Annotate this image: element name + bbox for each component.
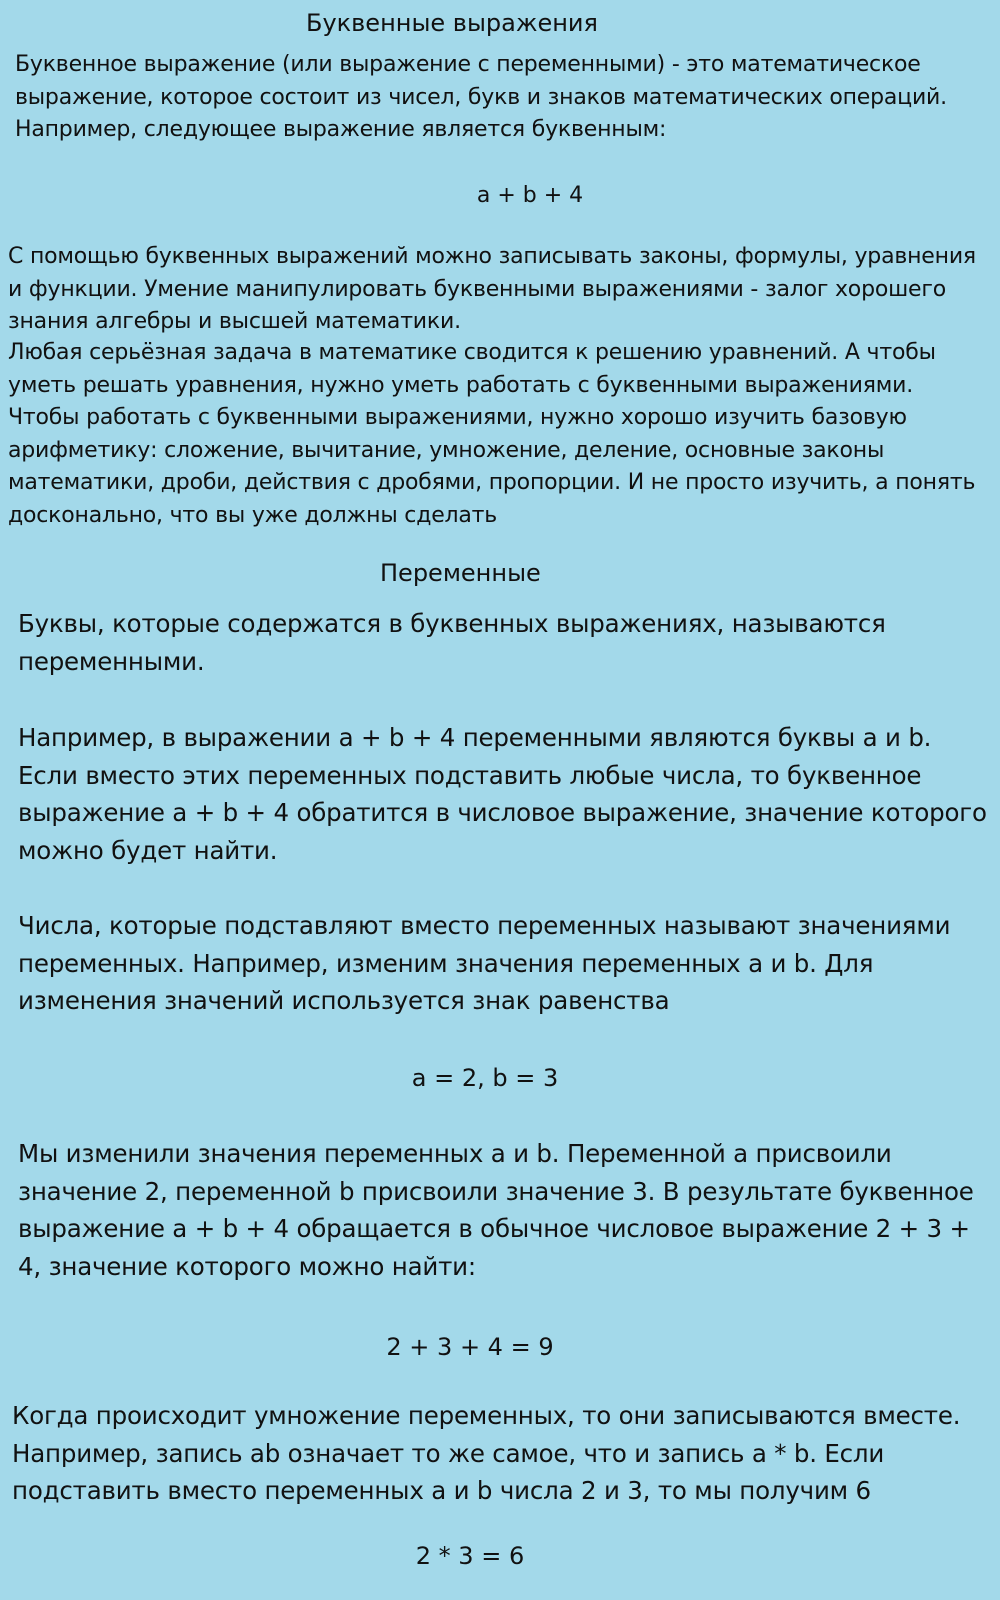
intro-paragraph: Буквенное выражение (или выражение с переменными) - это математическое выражение, которое состоит из чисел, букв и знаков математических операций. Например, следующее выражение является буквенным: (15, 52, 947, 142)
paragraph-uses: С помощью буквенных выражений можно записывать законы, формулы, уравнения и функции. Умение манипулировать буквенными выражениями - залог хорошего знания алгебры и высшей математики. (8, 244, 976, 334)
formula-sum: 2 + 3 + 4 = 9 (386, 1333, 554, 1361)
variables-substitution: Мы изменили значения переменных a и b. Переменной a присвоили значение 2, переменной b присвоили значение 3. В результате буквенное выражение a + b + 4 обращается в обычное числовое выражение 2 + 3 + 4, значение которого можно найти: (18, 1139, 974, 1281)
formula-assignment: a = 2, b = 3 (411, 1064, 559, 1092)
paragraph-equations: Любая серьёзная задача в математике сводится к решению уравнений. А чтобы уметь решать уравнения, нужно уметь работать с буквенными выражениями. (8, 340, 936, 398)
variables-values: Числа, которые подставляют вместо переменных называют значениями переменных. Например, изменим значения переменных a и b. Для изменения значений используется знак равенства (18, 911, 951, 1015)
page-title: Буквенные выражения (306, 9, 598, 37)
formula-expression: a + b + 4 (476, 183, 584, 208)
variables-multiplication: Когда происходит умножение переменных, то они записываются вместе. Например, запись ab означает то же самое, что и запись a * b. Если подставить вместо переменных a и b числа 2 и 3, то мы получим 6 (12, 1401, 961, 1505)
paragraph-arithmetic: Чтобы работать с буквенными выражениями, нужно хорошо изучить базовую арифметику: сложение, вычитание, умножение, деление, основные законы математики, дроби, действия с дробями, пропорции. И не просто изучить, а понять досконально, что вы уже должны сделать (8, 405, 976, 528)
variables-example: Например, в выражении a + b + 4 переменными являются буквы a и b. Если вместо этих переменных подставить любые числа, то буквенное выражение a + b + 4 обратится в числовое выражение, значение которого можно будет найти. (18, 723, 987, 865)
variables-definition: Буквы, которые содержатся в буквенных выражениях, называются переменными. (18, 609, 886, 676)
section-heading: Переменные (380, 559, 541, 587)
formula-product: 2 * 3 = 6 (415, 1542, 525, 1570)
